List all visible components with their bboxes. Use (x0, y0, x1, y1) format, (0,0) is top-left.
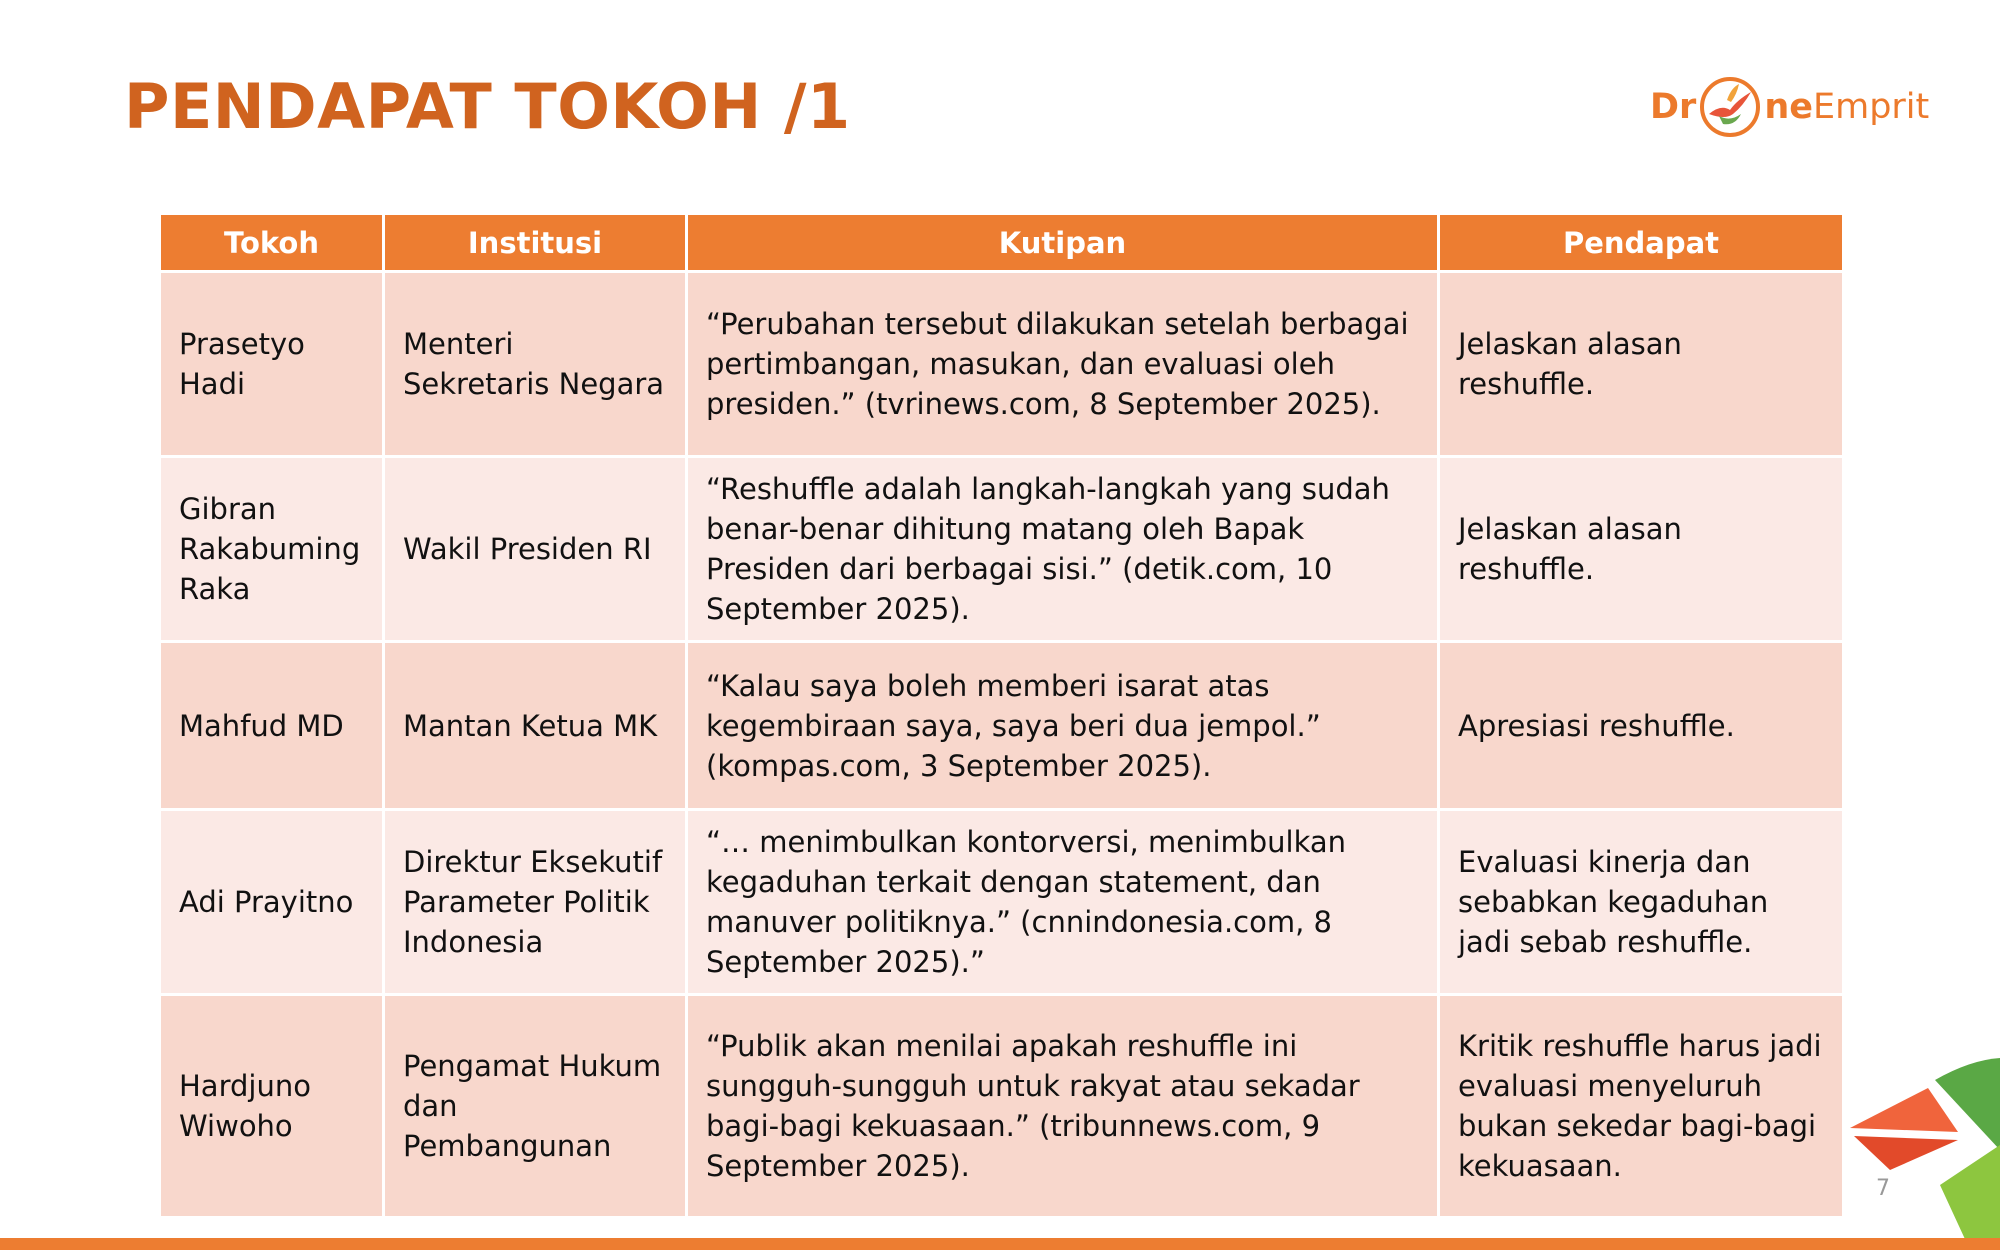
cell-pendapat: Evaluasi kinerja dan sebabkan kegaduhan jadi sebab reshuffle. (1439, 810, 1844, 995)
cell-pendapat: Apresiasi reshuffle. (1439, 642, 1844, 810)
cell-institusi: Direktur Eksekutif Parameter Politik Indonesia (384, 810, 687, 995)
table-row (160, 457, 1844, 642)
drone-emprit-logo (1650, 72, 1929, 142)
bottom-accent-bar (0, 1238, 2000, 1250)
cell-institusi: Wakil Presiden RI (384, 457, 687, 642)
table-row (160, 810, 1844, 995)
cell-tokoh: Adi Prayitno (160, 810, 384, 995)
header-kutipan: Kutipan (687, 214, 1439, 272)
cell-tokoh: Prasetyo Hadi (160, 272, 384, 457)
header-tokoh: Tokoh (160, 214, 384, 272)
table-row (160, 642, 1844, 810)
header-pendapat: Pendapat (1439, 214, 1844, 272)
logo-text-dr: Dr (1650, 87, 1697, 127)
corner-decoration-icon (1840, 1040, 2000, 1250)
cell-institusi: Mantan Ketua MK (384, 642, 687, 810)
cell-kutipan: “Reshuffle adalah langkah-langkah yang sudah benar-benar dihitung matang oleh Bapak Presiden dari berbagai sisi.” (detik.com, 10 September 2025). (687, 457, 1439, 642)
cell-tokoh: Gibran Rakabuming Raka (160, 457, 384, 642)
cell-kutipan: “Perubahan tersebut dilakukan setelah berbagai pertimbangan, masukan, dan evaluasi oleh presiden.” (tvrinews.com, 8 September 2025). (687, 272, 1439, 457)
cell-institusi: Pengamat Hukum dan Pembangunan (384, 995, 687, 1218)
cell-pendapat: Jelaskan alasan reshuffle. (1439, 272, 1844, 457)
table-row (160, 995, 1844, 1218)
drone-bird-icon (1697, 74, 1763, 140)
opinions-table (158, 212, 1845, 1219)
cell-tokoh: Mahfud MD (160, 642, 384, 810)
cell-kutipan: “Publik akan menilai apakah reshuffle ini sungguh-sungguh untuk rakyat atau sekadar bagi-bagi kekuasaan.” (tribunnews.com, 9 September 2025). (687, 995, 1439, 1218)
cell-pendapat: Kritik reshuffle harus jadi evaluasi menyeluruh bukan sekedar bagi-bagi kekuasaan. (1439, 995, 1844, 1218)
table-row (160, 272, 1844, 457)
cell-pendapat: Jelaskan alasan reshuffle. (1439, 457, 1844, 642)
cell-institusi: Menteri Sekretaris Negara (384, 272, 687, 457)
cell-kutipan: “… menimbulkan kontorversi, menimbulkan kegaduhan terkait dengan statement, dan manuver politiknya.” (cnnindonesia.com, 8 September 2025).” (687, 810, 1439, 995)
logo-text-emprit: Emprit (1812, 87, 1930, 127)
cell-kutipan: “Kalau saya boleh memberi isarat atas kegembiraan saya, saya beri dua jempol.” (kompas.com, 3 September 2025). (687, 642, 1439, 810)
page-title: PENDAPAT TOKOH /1 (124, 70, 851, 143)
header-institusi: Institusi (384, 214, 687, 272)
cell-tokoh: Hardjuno Wiwoho (160, 995, 384, 1218)
table-header-row (160, 214, 1844, 272)
logo-text-ne: ne (1764, 87, 1813, 127)
page-number: 7 (1876, 1176, 1890, 1201)
